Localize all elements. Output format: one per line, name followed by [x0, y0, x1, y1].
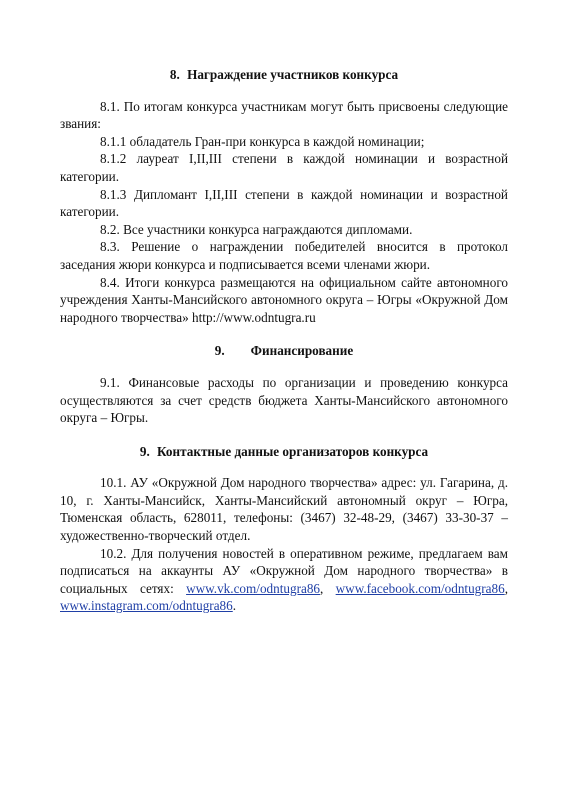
paragraph-8-3: 8.3. Решение о награждении победителей вносится в протокол заседания жюри конкурса и подписывается всеми членами жюри.	[60, 239, 508, 272]
paragraph-end: .	[232, 598, 237, 614]
section-9-heading	[60, 342, 508, 360]
section-8-title: Награждение участников конкурса	[187, 67, 399, 82]
link-separator-2: ,	[504, 580, 509, 596]
paragraph-10-2	[60, 545, 508, 615]
instagram-link[interactable]: www.instagram.com/odntugra86	[60, 598, 233, 614]
paragraph-10-1: 10.1. АУ «Окружной Дом народного творчества» адрес: ул. Гагарина, д. 10, г. Ханты-Мансийск, Ханты-Мансийский автономный округ – Югра, Тюменская область, 628011, телефоны: (3467) 32-48-29, (3467) 33-30-37 – художественно-творческий отдел.	[60, 475, 508, 544]
section-9-title: Финансирование	[250, 343, 354, 359]
document-page	[60, 66, 508, 615]
paragraph-8-1-3: 8.1.3 Дипломант I,II,III степени в каждой номинации и возрастной категории.	[60, 186, 508, 220]
section-8-heading	[60, 66, 508, 84]
paragraph-8-1-2: 8.1.2 лауреат I,II,III степени в каждой номинации и возрастной категории.	[60, 151, 508, 184]
paragraph-10-2-text: 10.2. Для получения новостей в оперативном режиме, предлагаем вам подписаться на аккаунты АУ «Окружной Дом народного творчества» в социальных сетях:	[60, 545, 508, 596]
paragraph-8-1: 8.1. По итогам конкурса участникам могут быть присвоены следующие звания:	[60, 98, 508, 132]
paragraph-9-1: 9.1. Финансовые расходы по организации и проведению конкурса осуществляются за счет средств бюджета Ханты-Мансийского автономного округа – Югры.	[60, 374, 508, 426]
section-10-title: Контактные данные организаторов конкурса	[157, 443, 429, 459]
paragraph-8-4: 8.4. Итоги конкурса размещаются на официальном сайте автономного учреждения Ханты-Мансийского автономного округа – Югры «Окружной Дом народного творчества» http://www.odntugra.ru	[60, 274, 508, 325]
link-separator: ,	[320, 580, 336, 596]
paragraph-8-2: 8.2. Все участники конкурса награждаются дипломами.	[100, 221, 413, 237]
section-10-heading	[60, 443, 508, 461]
section-8-number: 8.	[169, 67, 180, 82]
facebook-link[interactable]: www.facebook.com/odntugra86	[335, 580, 505, 596]
paragraph-8-1-1: 8.1.1 обладатель Гран-при конкурса в каждой номинации;	[100, 133, 425, 149]
section-10-number: 9.	[139, 443, 150, 459]
section-9-number: 9.	[214, 343, 225, 359]
vk-link[interactable]: www.vk.com/odntugra86	[186, 580, 321, 596]
